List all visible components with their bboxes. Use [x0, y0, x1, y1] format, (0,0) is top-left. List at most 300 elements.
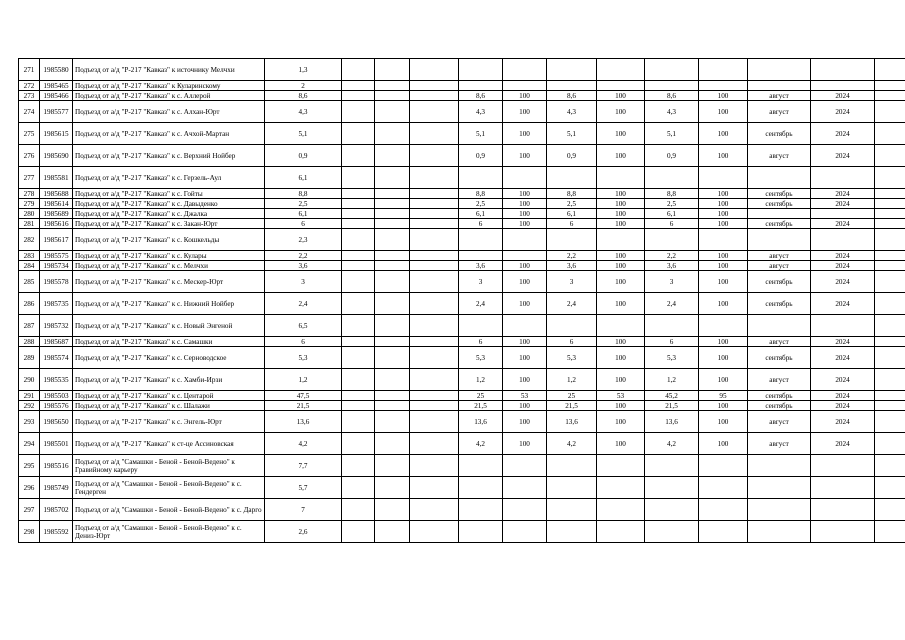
value-cell: 100: [699, 101, 748, 123]
value-cell: 100: [503, 199, 547, 209]
value-cell: [375, 199, 410, 209]
row-number-cell: 277: [19, 167, 40, 189]
value-cell: 8,6: [459, 91, 503, 101]
value-cell: 100: [597, 347, 645, 369]
road-name-cell: Подъезд от а/д "Самашки - Беной - Беной-Ведено" к с. Гендерген: [73, 477, 265, 499]
value-cell: 100: [503, 91, 547, 101]
length-cell: 4,2: [265, 433, 342, 455]
row-number-cell: 295: [19, 455, 40, 477]
value-cell: [342, 391, 375, 401]
code-cell: 1985617: [40, 229, 73, 251]
value-cell: [342, 433, 375, 455]
length-cell: 21,5: [265, 401, 342, 411]
value-cell: август: [748, 261, 811, 271]
value-cell: [342, 91, 375, 101]
value-cell: 2,4: [459, 293, 503, 315]
value-cell: [375, 455, 410, 477]
value-cell: 100: [597, 369, 645, 391]
code-cell: 1985465: [40, 81, 73, 91]
code-cell: 1985575: [40, 251, 73, 261]
value-cell: [342, 167, 375, 189]
value-cell: [597, 455, 645, 477]
value-cell: 2024: [811, 189, 875, 199]
value-cell: 21,5: [645, 401, 699, 411]
value-cell: [875, 455, 905, 477]
value-cell: [342, 199, 375, 209]
row-number-cell: 275: [19, 123, 40, 145]
value-cell: [875, 199, 905, 209]
table-row: [19, 369, 905, 391]
value-cell: [811, 521, 875, 543]
table-row: [19, 123, 905, 145]
value-cell: 100: [503, 293, 547, 315]
value-cell: [875, 261, 905, 271]
road-name-cell: Подъезд от а/д "Самашки - Беной - Беной-Ведено" к с. Дарго: [73, 499, 265, 521]
value-cell: 2,5: [645, 199, 699, 209]
value-cell: [410, 59, 459, 81]
value-cell: [342, 401, 375, 411]
value-cell: [410, 271, 459, 293]
value-cell: 2,5: [547, 199, 597, 209]
value-cell: [375, 337, 410, 347]
value-cell: 4,3: [645, 101, 699, 123]
value-cell: 3: [547, 271, 597, 293]
table-row: [19, 337, 905, 347]
value-cell: 100: [699, 219, 748, 229]
value-cell: [875, 229, 905, 251]
value-cell: 100: [597, 219, 645, 229]
row-number-cell: 272: [19, 81, 40, 91]
value-cell: 2,4: [645, 293, 699, 315]
value-cell: 100: [597, 261, 645, 271]
value-cell: [375, 123, 410, 145]
value-cell: 4,2: [547, 433, 597, 455]
length-cell: 3,6: [265, 261, 342, 271]
table-row: [19, 499, 905, 521]
value-cell: [342, 59, 375, 81]
value-cell: [342, 123, 375, 145]
value-cell: [875, 81, 905, 91]
roads-table: [18, 58, 905, 543]
value-cell: 2024: [811, 91, 875, 101]
value-cell: [875, 521, 905, 543]
value-cell: август: [748, 251, 811, 261]
value-cell: [875, 91, 905, 101]
value-cell: [459, 499, 503, 521]
value-cell: [748, 521, 811, 543]
row-number-cell: 283: [19, 251, 40, 261]
road-name-cell: Подъезд от а/д "Р-217 "Кавказ" к Куларинскому: [73, 81, 265, 91]
table-row: [19, 315, 905, 337]
length-cell: 6: [265, 337, 342, 347]
value-cell: 2024: [811, 145, 875, 167]
value-cell: 2024: [811, 411, 875, 433]
value-cell: 2024: [811, 347, 875, 369]
road-name-cell: Подъезд от а/д "Р-217 "Кавказ" к источнику Мелчхи: [73, 59, 265, 81]
value-cell: [503, 521, 547, 543]
road-name-cell: Подъезд от а/д "Р-217 "Кавказ" к с. Давыденко: [73, 199, 265, 209]
value-cell: 6,1: [459, 209, 503, 219]
value-cell: 2,5: [459, 199, 503, 209]
value-cell: [699, 455, 748, 477]
value-cell: [459, 81, 503, 91]
value-cell: 100: [597, 199, 645, 209]
value-cell: [547, 167, 597, 189]
value-cell: [597, 499, 645, 521]
value-cell: [410, 347, 459, 369]
value-cell: 6: [645, 219, 699, 229]
value-cell: [342, 189, 375, 199]
code-cell: 1985732: [40, 315, 73, 337]
value-cell: [342, 411, 375, 433]
value-cell: 100: [503, 411, 547, 433]
value-cell: 13,6: [547, 411, 597, 433]
value-cell: 100: [597, 101, 645, 123]
value-cell: 8,6: [645, 91, 699, 101]
table-row: [19, 59, 905, 81]
value-cell: 8,6: [547, 91, 597, 101]
value-cell: 100: [699, 123, 748, 145]
value-cell: [503, 455, 547, 477]
row-number-cell: 287: [19, 315, 40, 337]
value-cell: 8,8: [547, 189, 597, 199]
value-cell: [375, 347, 410, 369]
value-cell: 5,3: [547, 347, 597, 369]
value-cell: [547, 81, 597, 91]
value-cell: 13,6: [645, 411, 699, 433]
value-cell: [410, 391, 459, 401]
value-cell: 2024: [811, 271, 875, 293]
value-cell: 100: [597, 271, 645, 293]
value-cell: август: [748, 433, 811, 455]
value-cell: [342, 229, 375, 251]
table-row: [19, 293, 905, 315]
value-cell: [410, 455, 459, 477]
value-cell: [410, 433, 459, 455]
value-cell: [375, 101, 410, 123]
table-row: [19, 145, 905, 167]
value-cell: [375, 145, 410, 167]
road-name-cell: Подъезд от а/д "Самашки - Беной - Беной-Ведено" к с. Дениз-Юрт: [73, 521, 265, 543]
value-cell: [342, 145, 375, 167]
value-cell: [410, 91, 459, 101]
length-cell: 5,7: [265, 477, 342, 499]
value-cell: 3: [459, 271, 503, 293]
row-number-cell: 271: [19, 59, 40, 81]
value-cell: [503, 477, 547, 499]
value-cell: [748, 455, 811, 477]
table-row: [19, 347, 905, 369]
road-name-cell: Подъезд от а/д "Р-217 "Кавказ" к с. Мелчхи: [73, 261, 265, 271]
value-cell: [375, 293, 410, 315]
value-cell: 100: [699, 433, 748, 455]
value-cell: 100: [597, 401, 645, 411]
value-cell: 100: [503, 347, 547, 369]
value-cell: август: [748, 337, 811, 347]
value-cell: август: [748, 91, 811, 101]
value-cell: сентябрь: [748, 293, 811, 315]
value-cell: 5,3: [459, 347, 503, 369]
value-cell: 100: [699, 145, 748, 167]
road-name-cell: Подъезд от а/д "Р-217 "Кавказ" к с. Верхний Нойбер: [73, 145, 265, 167]
value-cell: 100: [597, 209, 645, 219]
value-cell: [375, 219, 410, 229]
value-cell: 100: [597, 411, 645, 433]
value-cell: [410, 189, 459, 199]
length-cell: 6,5: [265, 315, 342, 337]
value-cell: [375, 521, 410, 543]
length-cell: 2,4: [265, 293, 342, 315]
value-cell: [410, 411, 459, 433]
value-cell: [645, 499, 699, 521]
value-cell: 6: [459, 219, 503, 229]
value-cell: 95: [699, 391, 748, 401]
value-cell: [375, 261, 410, 271]
value-cell: [503, 315, 547, 337]
table-row: [19, 101, 905, 123]
value-cell: 100: [597, 145, 645, 167]
value-cell: [597, 167, 645, 189]
value-cell: август: [748, 369, 811, 391]
value-cell: 100: [503, 261, 547, 271]
value-cell: [375, 401, 410, 411]
value-cell: 100: [597, 123, 645, 145]
value-cell: 8,8: [645, 189, 699, 199]
value-cell: 4,2: [459, 433, 503, 455]
value-cell: [410, 521, 459, 543]
code-cell: 1985581: [40, 167, 73, 189]
value-cell: [811, 209, 875, 219]
code-cell: 1985734: [40, 261, 73, 271]
value-cell: 100: [503, 209, 547, 219]
value-cell: 2024: [811, 293, 875, 315]
value-cell: [459, 229, 503, 251]
value-cell: 100: [597, 337, 645, 347]
value-cell: [342, 499, 375, 521]
value-cell: 6: [645, 337, 699, 347]
length-cell: 6,1: [265, 209, 342, 219]
table-row: [19, 251, 905, 261]
length-cell: 2,5: [265, 199, 342, 209]
road-name-cell: Подъезд от а/д "Р-217 "Кавказ" к с. Мескер-Юрт: [73, 271, 265, 293]
value-cell: [459, 251, 503, 261]
value-cell: [875, 499, 905, 521]
value-cell: 53: [597, 391, 645, 401]
value-cell: [875, 251, 905, 261]
value-cell: [503, 81, 547, 91]
length-cell: 4,3: [265, 101, 342, 123]
row-number-cell: 290: [19, 369, 40, 391]
value-cell: 100: [699, 189, 748, 199]
value-cell: [410, 293, 459, 315]
table-row: [19, 261, 905, 271]
value-cell: [410, 401, 459, 411]
value-cell: [342, 455, 375, 477]
length-cell: 2,2: [265, 251, 342, 261]
value-cell: [748, 499, 811, 521]
code-cell: 1985592: [40, 521, 73, 543]
length-cell: 8,6: [265, 91, 342, 101]
table-row: [19, 455, 905, 477]
value-cell: 100: [503, 369, 547, 391]
value-cell: [547, 455, 597, 477]
value-cell: [547, 229, 597, 251]
value-cell: 45,2: [645, 391, 699, 401]
value-cell: 100: [597, 189, 645, 199]
value-cell: 2024: [811, 101, 875, 123]
row-number-cell: 288: [19, 337, 40, 347]
value-cell: 100: [503, 101, 547, 123]
value-cell: 21,5: [459, 401, 503, 411]
code-cell: 1985578: [40, 271, 73, 293]
value-cell: [375, 189, 410, 199]
value-cell: 25: [547, 391, 597, 401]
value-cell: [375, 81, 410, 91]
value-cell: [503, 251, 547, 261]
value-cell: [375, 315, 410, 337]
value-cell: [410, 315, 459, 337]
value-cell: [410, 199, 459, 209]
value-cell: [699, 521, 748, 543]
value-cell: [875, 209, 905, 219]
value-cell: [811, 81, 875, 91]
row-number-cell: 284: [19, 261, 40, 271]
value-cell: [375, 229, 410, 251]
value-cell: [699, 229, 748, 251]
value-cell: 100: [503, 123, 547, 145]
value-cell: [375, 369, 410, 391]
value-cell: [503, 229, 547, 251]
value-cell: 2024: [811, 219, 875, 229]
value-cell: [410, 251, 459, 261]
value-cell: [503, 499, 547, 521]
value-cell: 1,2: [459, 369, 503, 391]
value-cell: [410, 101, 459, 123]
length-cell: 47,5: [265, 391, 342, 401]
value-cell: 0,9: [459, 145, 503, 167]
value-cell: 100: [699, 271, 748, 293]
value-cell: [748, 59, 811, 81]
value-cell: [547, 521, 597, 543]
road-name-cell: Подъезд от а/д "Р-217 "Кавказ" к с. Закан-Юрт: [73, 219, 265, 229]
value-cell: [375, 271, 410, 293]
value-cell: [597, 315, 645, 337]
value-cell: 3,6: [459, 261, 503, 271]
value-cell: 4,3: [459, 101, 503, 123]
code-cell: 1985749: [40, 477, 73, 499]
value-cell: [342, 251, 375, 261]
length-cell: 13,6: [265, 411, 342, 433]
value-cell: 8,8: [459, 189, 503, 199]
value-cell: 2024: [811, 261, 875, 271]
length-cell: 8,8: [265, 189, 342, 199]
value-cell: [342, 219, 375, 229]
value-cell: [811, 167, 875, 189]
value-cell: [748, 229, 811, 251]
value-cell: [375, 209, 410, 219]
value-cell: [699, 59, 748, 81]
value-cell: сентябрь: [748, 123, 811, 145]
value-cell: [503, 167, 547, 189]
value-cell: 100: [503, 219, 547, 229]
value-cell: 100: [597, 433, 645, 455]
value-cell: [645, 229, 699, 251]
road-name-cell: Подъезд от а/д "Р-217 "Кавказ" к с. Хамби-Ирзи: [73, 369, 265, 391]
length-cell: 6,1: [265, 167, 342, 189]
value-cell: [748, 209, 811, 219]
value-cell: [645, 455, 699, 477]
value-cell: [410, 229, 459, 251]
row-number-cell: 279: [19, 199, 40, 209]
value-cell: 100: [699, 293, 748, 315]
value-cell: 4,2: [645, 433, 699, 455]
row-number-cell: 280: [19, 209, 40, 219]
value-cell: август: [748, 101, 811, 123]
row-number-cell: 286: [19, 293, 40, 315]
value-cell: [410, 81, 459, 91]
table-body: [19, 59, 905, 543]
code-cell: 1985687: [40, 337, 73, 347]
table-row: [19, 391, 905, 401]
code-cell: 1985580: [40, 59, 73, 81]
value-cell: 25: [459, 391, 503, 401]
code-cell: 1985702: [40, 499, 73, 521]
value-cell: [410, 219, 459, 229]
code-cell: 1985501: [40, 433, 73, 455]
value-cell: сентябрь: [748, 347, 811, 369]
code-cell: 1985466: [40, 91, 73, 101]
road-name-cell: Подъезд от а/д "Р-217 "Кавказ" к с. Кулары: [73, 251, 265, 261]
code-cell: 1985535: [40, 369, 73, 391]
value-cell: 2024: [811, 433, 875, 455]
value-cell: 0,9: [645, 145, 699, 167]
value-cell: [645, 521, 699, 543]
value-cell: [699, 81, 748, 91]
value-cell: [811, 477, 875, 499]
code-cell: 1985576: [40, 401, 73, 411]
value-cell: [410, 123, 459, 145]
road-name-cell: Подъезд от а/д "Р-217 "Кавказ" к с. Центарой: [73, 391, 265, 401]
road-name-cell: Подъезд от а/д "Р-217 "Кавказ" к с. Серноводское: [73, 347, 265, 369]
value-cell: 2,2: [547, 251, 597, 261]
road-name-cell: Подъезд от а/д "Р-217 "Кавказ" к с. Нижний Нойбер: [73, 293, 265, 315]
value-cell: 1,2: [547, 369, 597, 391]
code-cell: 1985615: [40, 123, 73, 145]
table-row: [19, 209, 905, 219]
road-name-cell: Подъезд от а/д "Р-217 "Кавказ" к с. Новый Энгеной: [73, 315, 265, 337]
row-number-cell: 278: [19, 189, 40, 199]
value-cell: 2024: [811, 369, 875, 391]
value-cell: [547, 315, 597, 337]
value-cell: [342, 293, 375, 315]
value-cell: [547, 59, 597, 81]
value-cell: 100: [503, 433, 547, 455]
value-cell: [342, 271, 375, 293]
value-cell: [459, 315, 503, 337]
value-cell: 100: [699, 411, 748, 433]
value-cell: 5,3: [645, 347, 699, 369]
value-cell: [410, 167, 459, 189]
value-cell: 5,1: [547, 123, 597, 145]
table-row: [19, 219, 905, 229]
value-cell: 2024: [811, 123, 875, 145]
value-cell: [645, 59, 699, 81]
row-number-cell: 297: [19, 499, 40, 521]
road-name-cell: Подъезд от а/д "Р-217 "Кавказ" к с. Шалажи: [73, 401, 265, 411]
value-cell: [875, 391, 905, 401]
value-cell: 3: [645, 271, 699, 293]
length-cell: 7: [265, 499, 342, 521]
